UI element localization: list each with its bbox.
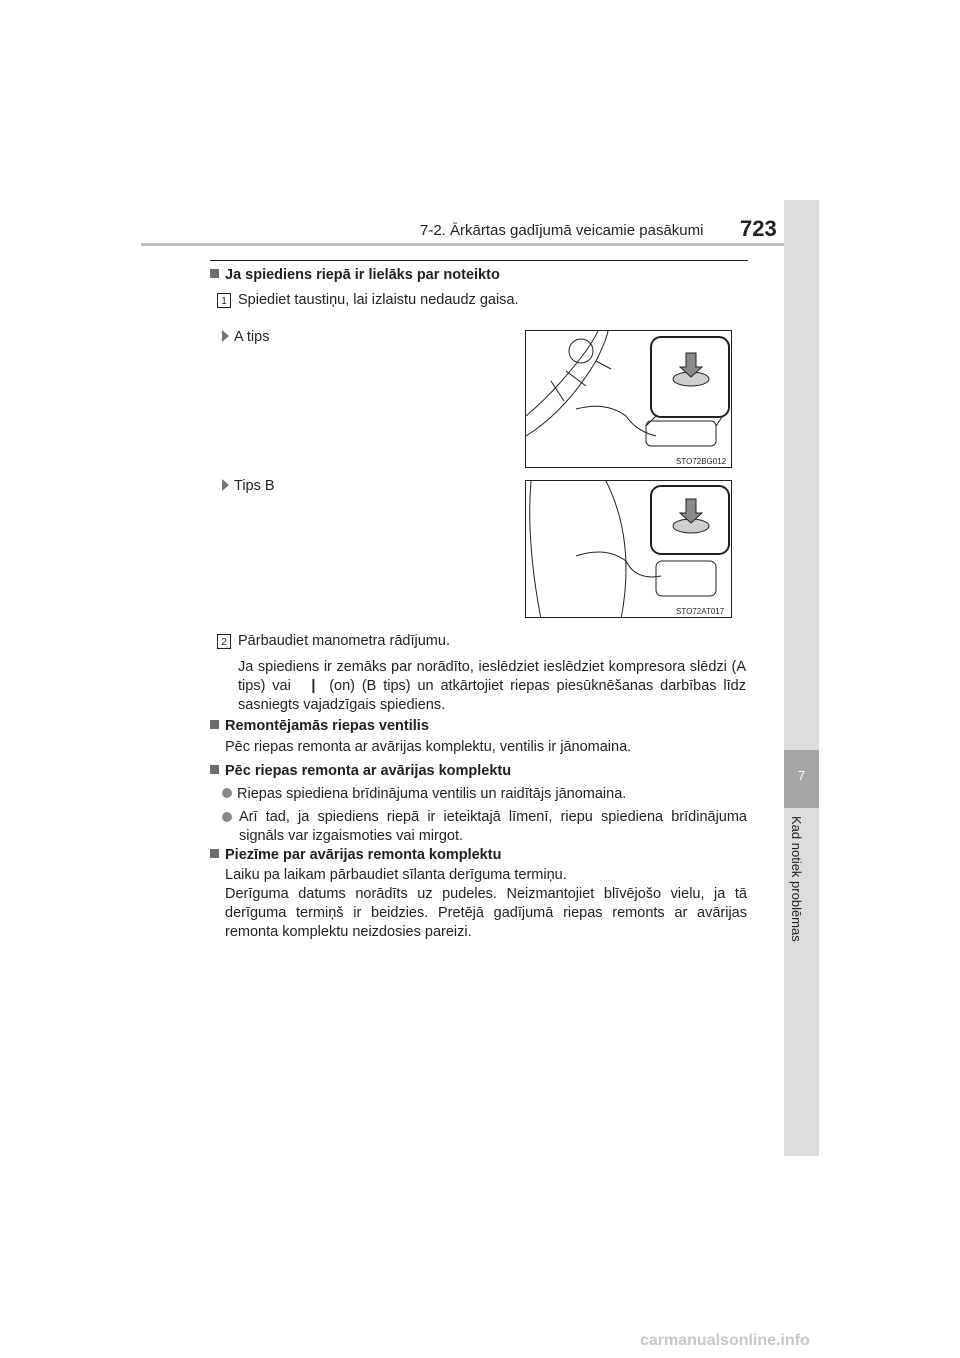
- type-a-text: A tips: [234, 329, 270, 345]
- heading-valve: [210, 717, 429, 736]
- header-divider: [141, 243, 819, 246]
- bullet-1: [222, 785, 626, 804]
- on-symbol: |: [311, 678, 316, 694]
- bullet-1-text: Riepas spiediena brīdinājuma ventilis un raidītājs jānomaina.: [237, 786, 627, 802]
- page-number: 723: [740, 216, 777, 241]
- kit-note-text: [225, 866, 747, 942]
- step-2-badge: 2: [217, 634, 231, 649]
- triangle-bullet-icon: [222, 330, 229, 342]
- circle-bullet-icon: [222, 788, 232, 798]
- square-bullet-icon: [210, 720, 219, 729]
- bullet-2-text: Arī tad, ja spiediens riepā ir ieteiktajā līmenī, riepu spiediena brīdinājuma signāls var izgaismoties vai mirgot.: [239, 809, 747, 844]
- heading-text: Remontējamās riepas ventilis: [225, 718, 429, 734]
- step-1-text: Spiediet taustiņu, lai izlaistu nedaudz gaisa.: [238, 292, 519, 308]
- step-2-text: Pārbaudiet manometra rādījumu.: [238, 633, 450, 649]
- heading-text: Ja spiediens riepā ir lielāks par noteikto: [225, 267, 500, 283]
- tire-compressor-b-illustration: [526, 481, 732, 618]
- square-bullet-icon: [210, 269, 219, 278]
- content-top-rule: [210, 260, 748, 261]
- tire-compressor-a-illustration: [526, 331, 732, 468]
- section-title: 7-2. Ārkārtas gadījumā veicamie pasākumi: [420, 222, 704, 239]
- heading-kit-note: [210, 846, 501, 865]
- figure-a-code: STO72BG012: [676, 457, 727, 466]
- heading-after-repair: [210, 762, 511, 781]
- step-2-detail: [238, 658, 746, 715]
- step-2-detail-part-1: Ja spiediens ir zemāks par norādīto, ieslēdziet ieslēdziet kompresora slēdzi (A tips) vai: [238, 659, 746, 694]
- chapter-number: 7: [797, 768, 806, 783]
- bullet-2: [222, 808, 747, 846]
- type-a-label: [222, 328, 269, 347]
- square-bullet-icon: [210, 765, 219, 774]
- heading-pressure-high: [210, 266, 500, 285]
- type-b-text: Tips B: [234, 478, 275, 494]
- figure-b-code: STO72AT017: [676, 607, 725, 616]
- heading-text: Pēc riepas remonta ar avārijas komplektu: [225, 763, 512, 779]
- step-2-detail-part-2: (on) (B tips) un atkārtojiet riepas piesūknēšanas darbības līdz sasniegts vajadzīgais spiediens.: [238, 678, 746, 713]
- step-1-badge: 1: [217, 293, 231, 308]
- heading-text: Piezīme par avārijas remonta komplektu: [225, 847, 502, 863]
- valve-text: Pēc riepas remonta ar avārijas komplektu, ventilis ir jānomaina.: [225, 739, 632, 755]
- chapter-title: Kad notiek problēmas: [789, 816, 804, 942]
- figure-type-a: [525, 330, 732, 468]
- circle-bullet-icon: [222, 812, 232, 822]
- square-bullet-icon: [210, 849, 219, 858]
- type-b-label: [222, 477, 275, 496]
- figure-type-b: [525, 480, 732, 618]
- kit-note-line-2: Derīguma datums norādīts uz pudeles. Neizmantojiet blīvējošo vielu, ja tā derīguma termiņš ir beidzies. Pretējā gadījumā riepas remonts ar avārijas remonta komplektu neizdosies pareizi.: [225, 886, 747, 940]
- kit-note-line-1: Laiku pa laikam pārbaudiet sīlanta derīguma termiņu.: [225, 867, 567, 883]
- triangle-bullet-icon: [222, 479, 229, 491]
- watermark: carmanualsonline.info: [640, 1332, 810, 1349]
- chapter-tab: [784, 200, 819, 1156]
